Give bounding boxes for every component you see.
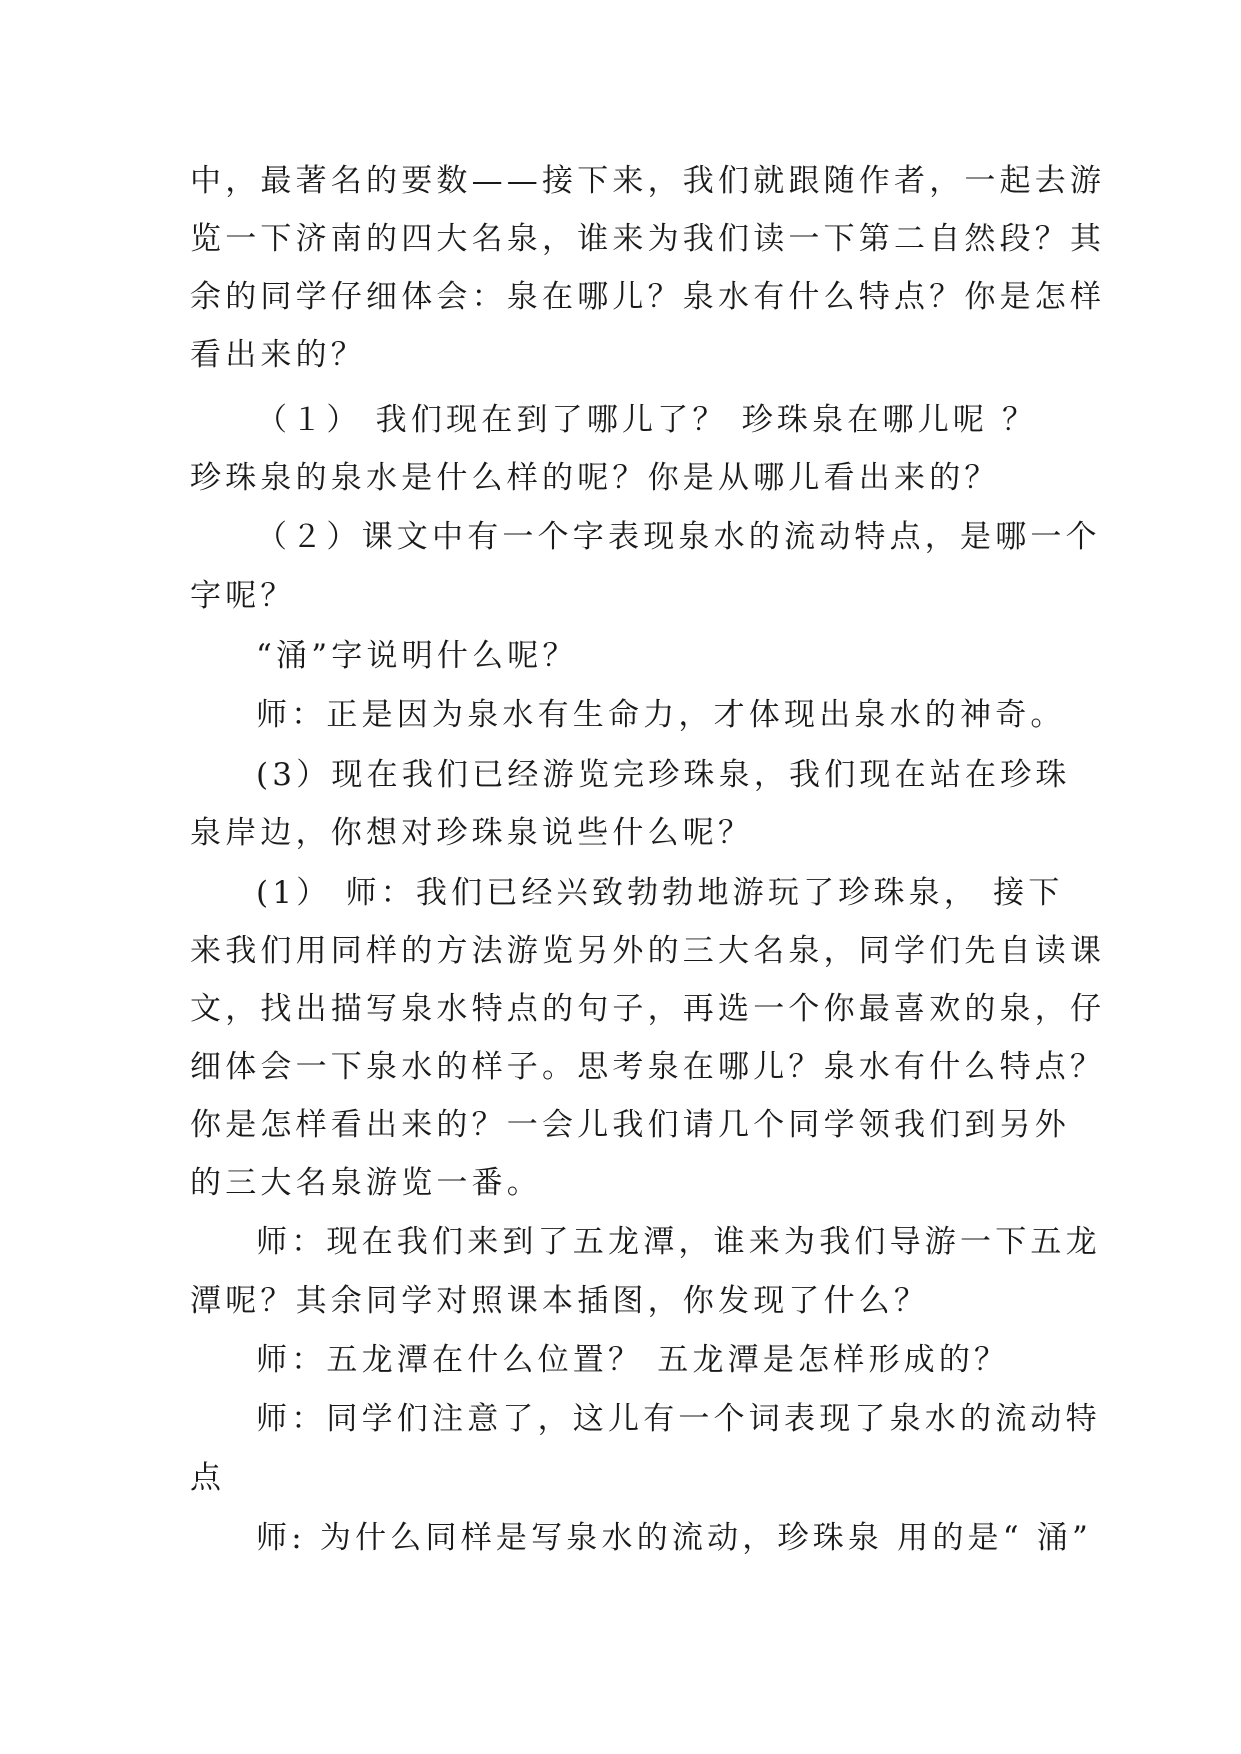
text-line: 览一下济南的四大名泉，谁来为我们读一下第二自然段？其: [190, 221, 1106, 257]
text-line: 师：同学们注意了，这儿有一个词表现了泉水的流动特: [256, 1401, 1101, 1437]
text-line: 点: [190, 1460, 226, 1496]
text-line: (1） 师：我们已经兴致勃勃地游玩了珍珠泉， 接下: [256, 875, 1064, 911]
text-line: 余的同学仔细体会：泉在哪儿？泉水有什么特点？你是怎样: [190, 279, 1106, 315]
text-line: 师: 为什么同样是写泉水的流动，珍珠泉 用的是“ 涌”: [256, 1520, 1093, 1556]
text-line: 泉岸边，你想对珍珠泉说些什么呢？: [190, 815, 754, 851]
text-line: 师：五龙潭在什么位置？ 五龙潭是怎样形成的？: [256, 1342, 1010, 1378]
text-line: 细体会一下泉水的样子。思考泉在哪儿？泉水有什么特点？: [190, 1049, 1106, 1085]
text-line: （１） 我们现在到了哪儿了？ 珍珠泉在哪儿呢 ？: [256, 402, 1038, 438]
text-line: 来我们用同样的方法游览另外的三大名泉，同学们先自读课: [190, 933, 1106, 969]
text-line: 你是怎样看出来的？一会儿我们请几个同学领我们到另外: [190, 1107, 1070, 1143]
text-line: 文，找出描写泉水特点的句子，再选一个你最喜欢的泉，仔: [190, 991, 1106, 1027]
text-line: 看出来的？: [190, 337, 366, 373]
text-line: 的三大名泉游览一番。: [190, 1165, 542, 1201]
text-line: 潭呢？其余同学对照课本插图，你发现了什么？: [190, 1283, 930, 1319]
text-line: “涌”字说明什么呢？: [256, 638, 578, 674]
text-line: （２）课文中有一个字表现泉水的流动特点，是哪一个: [256, 519, 1101, 555]
text-line: 珍珠泉的泉水是什么样的呢？你是从哪儿看出来的？: [190, 460, 1000, 496]
text-line: 师：正是因为泉水有生命力，才体现出泉水的神奇。: [256, 697, 1066, 733]
text-line: (3）现在我们已经游览完珍珠泉，我们现在站在珍珠: [256, 757, 1071, 793]
text-line: 师：现在我们来到了五龙潭，谁来为我们导游一下五龙: [256, 1224, 1101, 1260]
text-line: 字呢？: [190, 578, 296, 614]
text-line: 中，最著名的要数——接下来，我们就跟随作者，一起去游: [190, 163, 1106, 199]
